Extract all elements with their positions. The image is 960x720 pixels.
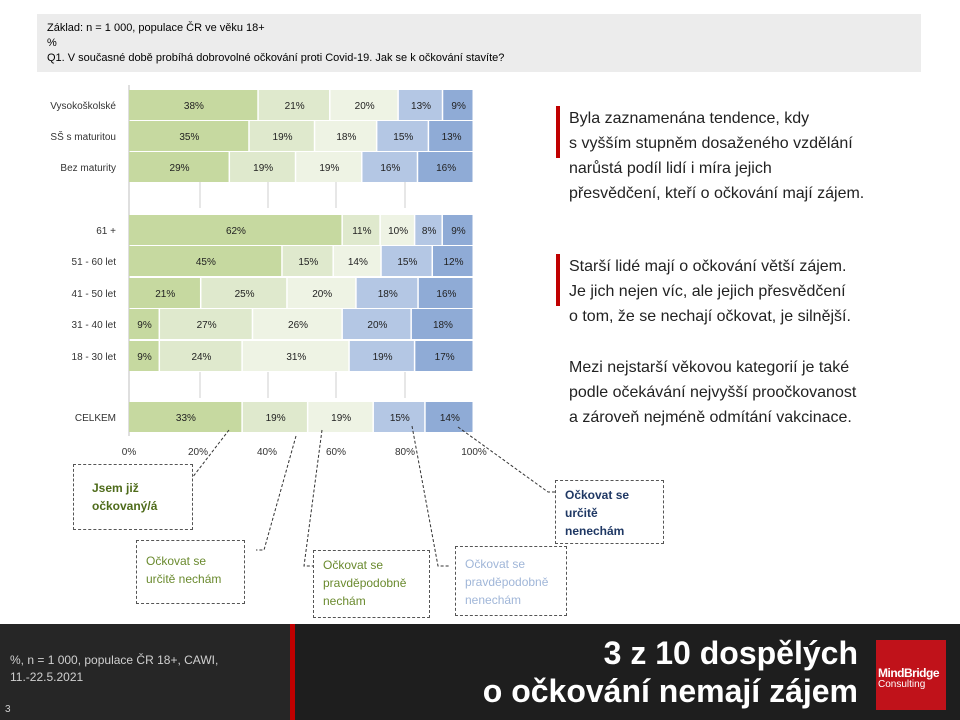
legend-line: pravděpodobně (465, 575, 549, 589)
data-label: 35% (179, 132, 200, 143)
data-label: 19% (319, 163, 340, 174)
legend-line: určitě (565, 506, 598, 520)
data-label: 19% (372, 352, 393, 363)
leader-line-4 (412, 426, 450, 566)
insight-line: a zároveň nejméně odmítání vakcinace. (569, 409, 852, 426)
data-label: 20% (354, 101, 375, 112)
legend-will-surely (136, 540, 245, 604)
unit-note: % (47, 37, 57, 49)
data-label: 15% (393, 132, 414, 143)
legend-probably-not (455, 546, 567, 616)
data-label: 16% (436, 289, 457, 300)
insight-line: podle očekávání nejvyšší proočkovanost (569, 384, 857, 401)
x-tick-label: 20% (187, 447, 209, 458)
category-label: CELKEM (74, 413, 116, 424)
data-label: 29% (169, 163, 190, 174)
category-label: SŠ s maturitou (50, 132, 116, 143)
legend-line: Očkovat se (146, 554, 207, 568)
legend-line: Jsem již (92, 481, 139, 495)
data-label: 8% (421, 226, 437, 237)
slide-title-line: o očkování nemají zájem (482, 673, 858, 709)
data-label: 14% (347, 257, 368, 268)
logo-subtext: Consulting (878, 679, 926, 690)
logo-text: MindBridge (878, 666, 939, 680)
category-label: 61 + (96, 226, 116, 237)
legend-line: Očkovat se (323, 558, 384, 572)
leader-line-3 (304, 430, 322, 566)
legend-line: nenechám (465, 593, 522, 607)
data-label: 9% (451, 101, 466, 112)
data-label: 14% (439, 413, 460, 424)
legend-line: pravděpodobně (323, 576, 407, 590)
footer-note-panel (0, 624, 290, 720)
slide-title (483, 634, 858, 710)
leader-line-2 (256, 436, 296, 550)
legend-line: nechám (323, 594, 366, 608)
data-label: 13% (411, 101, 432, 112)
legend-surely-not (555, 480, 664, 544)
insight-line: Starší lidé mají o očkování větší zájem. (569, 258, 847, 275)
insight-line: Je jich nejen víc, ale jejich přesvědčení (569, 283, 846, 300)
insight-line: Mezi nejstarší věkovou kategorií je také (569, 359, 850, 376)
data-label: 11% (352, 226, 372, 237)
category-label: 31 - 40 let (71, 320, 116, 331)
data-label: 20% (367, 320, 388, 331)
legend-line: nenechám (565, 524, 625, 538)
data-label: 33% (175, 413, 196, 424)
slide-title-line: 3 z 10 dospělých (603, 635, 858, 671)
footer-note-line: 11.-22.5.2021 (10, 670, 84, 684)
category-label: 18 - 30 let (71, 352, 116, 363)
data-label: 12% (443, 257, 464, 268)
data-label: 31% (286, 352, 307, 363)
page-number: 3 (5, 704, 11, 715)
x-tick-label: 0% (121, 447, 137, 458)
data-label: 19% (265, 413, 286, 424)
data-label: 19% (253, 163, 274, 174)
data-label: 18% (377, 289, 398, 300)
data-label: 15% (298, 257, 319, 268)
data-label: 19% (272, 132, 293, 143)
legend-line: očkovaný/á (92, 499, 158, 513)
data-label: 16% (436, 163, 457, 174)
data-label: 45% (195, 257, 216, 268)
category-label: 41 - 50 let (71, 289, 116, 300)
legend-line: Očkovat se (565, 488, 630, 502)
category-label: Bez maturity (60, 163, 116, 174)
insight-line: narůstá podíl lidí i míra jejich (569, 160, 772, 177)
mindbridge-logo (876, 640, 946, 710)
data-label: 13% (441, 132, 462, 143)
legend-vaccinated (73, 464, 193, 530)
category-label: Vysokoškolské (50, 101, 116, 112)
x-tick-label: 100% (461, 447, 487, 458)
data-label: 18% (432, 320, 453, 331)
leader-line-5 (458, 427, 555, 492)
footer-accent (290, 624, 295, 720)
data-label: 62% (225, 226, 246, 237)
data-label: 9% (137, 352, 152, 363)
data-label: 27% (196, 320, 217, 331)
data-label: 25% (234, 289, 255, 300)
question-text: Q1. V současné době probíhá dobrovolné očkování proti Covid-19. Jak se k očkování stavíte? (47, 52, 505, 64)
data-label: 38% (183, 101, 204, 112)
category-label: 51 - 60 let (71, 257, 116, 268)
insight-line: přesvědčení, kteří o očkování mají zájem. (569, 185, 865, 202)
data-label: 15% (397, 257, 418, 268)
legend-line: určitě nechám (146, 572, 222, 586)
legend-line: Očkovat se (465, 557, 526, 571)
x-tick-label: 60% (325, 447, 347, 458)
footer-note-line: %, n = 1 000, populace ČR 18+, CAWI, (10, 653, 219, 667)
x-tick-label: 80% (394, 447, 416, 458)
data-label: 15% (389, 413, 410, 424)
base-note: Základ: n = 1 000, populace ČR ve věku 18+ (47, 22, 265, 34)
data-label: 21% (284, 101, 305, 112)
data-label: 10% (388, 226, 409, 237)
leader-line-1 (192, 430, 229, 478)
data-label: 18% (336, 132, 357, 143)
data-label: 16% (380, 163, 401, 174)
data-label: 20% (312, 289, 333, 300)
data-label: 26% (288, 320, 309, 331)
data-label: 19% (331, 413, 352, 424)
insight-line: Byla zaznamenána tendence, kdy (569, 110, 810, 127)
data-label: 9% (137, 320, 152, 331)
data-label: 21% (155, 289, 176, 300)
legend-will-probably (313, 550, 430, 618)
x-tick-label: 40% (256, 447, 278, 458)
data-label: 17% (434, 352, 455, 363)
data-label: 24% (191, 352, 212, 363)
insight-line: s vyšším stupněm dosaženého vzdělání (569, 135, 853, 152)
footer-bar (0, 624, 960, 720)
footer-note (10, 652, 218, 686)
insight-line: o tom, že se nechají očkovat, je silnější. (569, 308, 851, 325)
data-label: 9% (451, 226, 466, 237)
